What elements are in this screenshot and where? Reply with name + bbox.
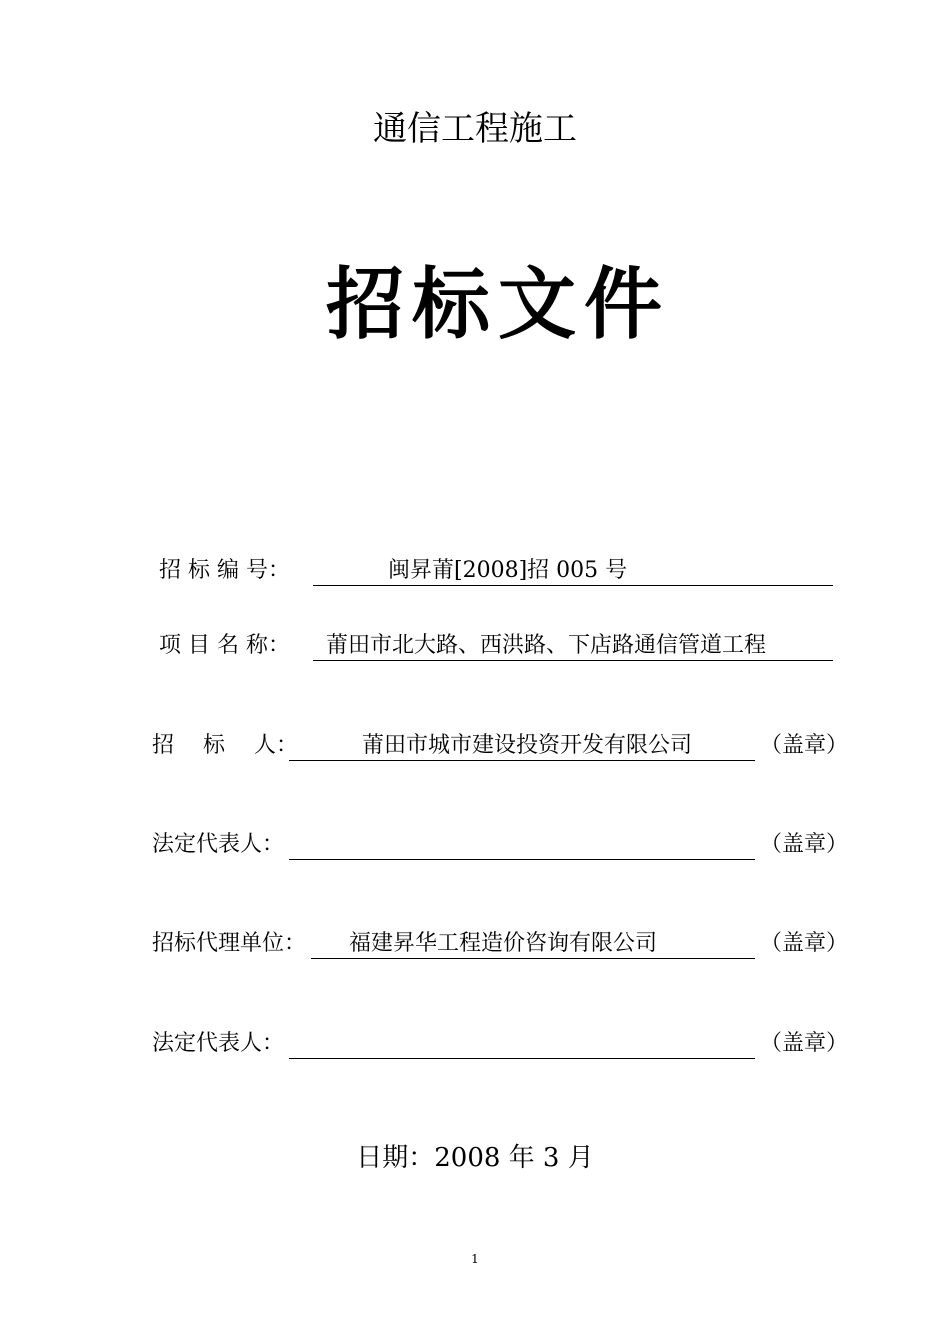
tenderer-underline — [289, 760, 755, 761]
tenderer-seal-label: （盖章） — [760, 733, 849, 758]
tenderer-value: 莆田市城市建设投资开发有限公司 — [362, 733, 693, 758]
project-name-underline — [313, 660, 833, 661]
agent-seal-label: （盖章） — [760, 931, 849, 956]
page-number: 1 — [471, 1252, 479, 1266]
agent-legal-rep-seal-label: （盖章） — [760, 1031, 849, 1056]
bid-number-underline — [313, 585, 833, 586]
agent-legal-rep-underline — [289, 1058, 755, 1059]
document-subtitle: 通信工程施工 — [373, 109, 577, 149]
bid-number-value: 闽昇莆[2008]招 005 号 — [388, 558, 628, 583]
legal-rep-seal-label: （盖章） — [760, 832, 849, 857]
agent-label: 招标代理单位： — [152, 931, 307, 956]
project-name-value: 莆田市北大路、西洪路、下店路通信管道工程 — [326, 633, 767, 658]
legal-rep-underline — [289, 859, 755, 860]
date-line: 日期：2008 年 3 月 — [356, 1143, 594, 1173]
project-name-label: 项 目 名 称： — [159, 633, 290, 658]
bid-number-label: 招 标 编 号： — [159, 558, 290, 583]
document-title: 招标文件 — [325, 260, 670, 350]
agent-legal-rep-label: 法定代表人： — [152, 1031, 285, 1056]
agent-underline — [311, 958, 755, 959]
legal-rep-label: 法定代表人： — [152, 832, 285, 857]
agent-value: 福建昇华工程造价咨询有限公司 — [349, 931, 658, 956]
tenderer-label: 招 标 人： — [152, 733, 298, 758]
